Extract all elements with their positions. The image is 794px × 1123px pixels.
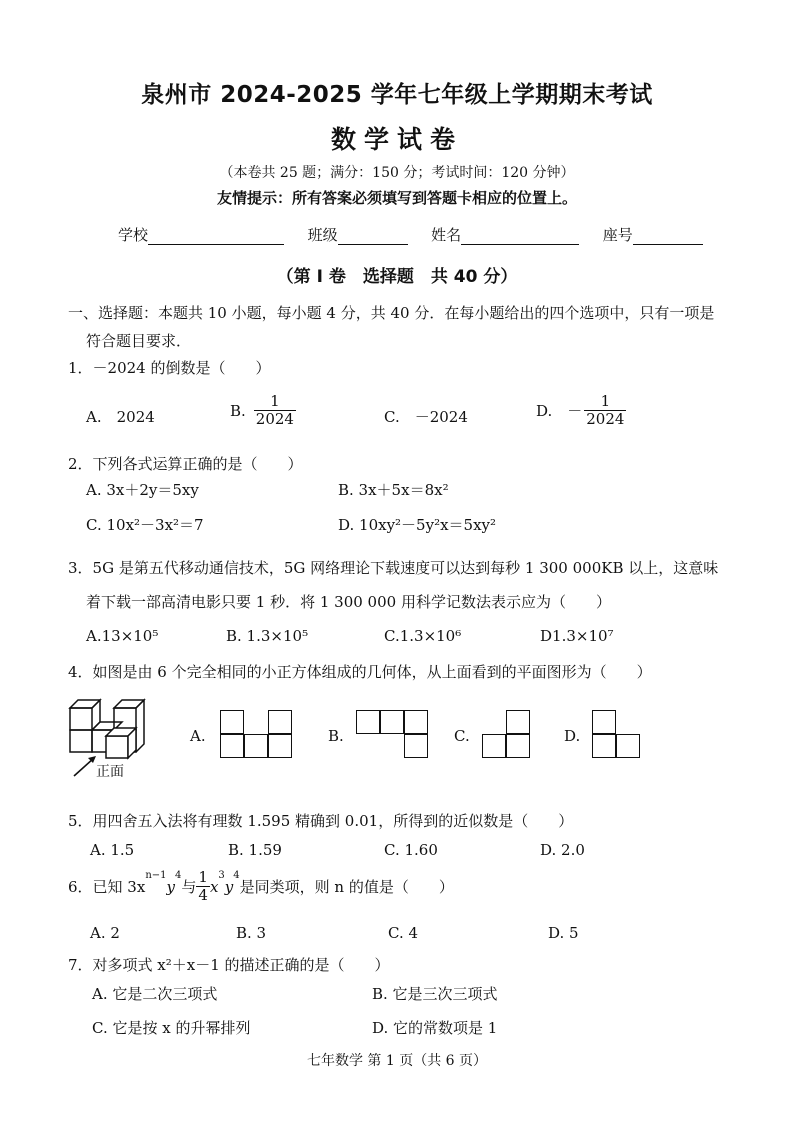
- q5-option-d: D. 2.0: [540, 841, 585, 859]
- q4-b-cell: [404, 734, 428, 758]
- school-blank[interactable]: [148, 230, 284, 245]
- q5-option-c: C. 1.60: [384, 841, 438, 859]
- q6-stem-post: 是同类项，则 n 的值是（ ）: [239, 878, 454, 897]
- q4-front-label: 正面: [96, 764, 124, 780]
- q4-a-cell: [220, 710, 244, 734]
- q6-exp2: 4: [175, 870, 182, 881]
- q2-option-c: C. 10x²－3x²＝7: [86, 516, 204, 534]
- q4-b-cell: [380, 710, 404, 734]
- q7-option-c: C. 它是按 x 的升幂排列: [92, 1019, 251, 1037]
- q6-and: 与: [181, 878, 197, 897]
- q4-option-d-label: D.: [564, 727, 581, 745]
- q4-d-cell: [616, 734, 640, 758]
- section-title: （第 I 卷 选择题 共 40 分）: [276, 267, 518, 287]
- q4-d-cell: [592, 710, 616, 734]
- info-fields-row: [118, 224, 703, 245]
- q5-option-b: B. 1.59: [228, 841, 282, 859]
- exam-title: 泉州市 2024-2025 学年七年级上学期期末考试: [141, 82, 653, 108]
- seat-label: 座号: [602, 226, 633, 244]
- q1-d-den: 2024: [586, 409, 625, 428]
- q4-c-cell: [506, 710, 530, 734]
- q4-c-cell: [506, 734, 530, 758]
- q4-b-cell: [356, 710, 380, 734]
- class-blank[interactable]: [338, 230, 408, 245]
- q7-stem: 7．对多项式 x²＋x－1 的描述正确的是（ ）: [68, 956, 390, 974]
- q7-option-a: A. 它是二次三项式: [92, 985, 218, 1003]
- q6-option-c: C. 4: [388, 924, 419, 942]
- q4-option-c-label: C.: [454, 727, 470, 745]
- q3-option-d: D1.3×10⁷: [540, 627, 614, 645]
- name-label: 姓名: [431, 226, 462, 244]
- exam-subtitle: 数学试卷: [330, 125, 463, 154]
- q2-option-a: A. 3x＋2y＝5xy: [86, 481, 199, 499]
- exam-info: （本卷共 25 题；满分：150 分；考试时间：120 分钟）: [219, 165, 575, 181]
- q2-option-d: D. 10xy²－5y²x＝5xy²: [338, 516, 497, 534]
- q4-c-cell: [482, 734, 506, 758]
- q6-option-a: A. 2: [90, 924, 120, 942]
- q1-option-c: C. －2024: [384, 408, 468, 426]
- q6-y2: y: [224, 877, 234, 896]
- q1-stem: 1．－2024 的倒数是（ ）: [68, 359, 271, 377]
- q6-exp3: 3: [218, 870, 225, 881]
- q6-fraction: [196, 870, 210, 904]
- q4-a-cell: [220, 734, 244, 758]
- q3-option-c: C.1.3×10⁶: [384, 627, 462, 645]
- q6-option-b: B. 3: [236, 924, 267, 942]
- q6-y1: y: [166, 877, 175, 896]
- q4-option-a-label: A.: [190, 727, 206, 745]
- exam-tip: 友情提示：所有答案必须填写到答题卡相应的位置上。: [216, 189, 577, 207]
- q4-a-cell: [268, 710, 292, 734]
- q5-stem: 5．用四舍五入法将有理数 1.595 精确到 0.01，所得到的近似数是（ ）: [68, 812, 574, 830]
- q6-stem-pre: 6．已知 3x: [68, 878, 146, 897]
- q4-a-cell: [268, 734, 292, 758]
- school-label: 学校: [118, 226, 149, 244]
- page-footer: 七年数学 第 1 页（共 6 页）: [306, 1053, 488, 1069]
- q1-d-num: 1: [600, 392, 611, 410]
- name-blank[interactable]: [461, 230, 579, 245]
- q3-line1: 3．5G 是第五代移动通信技术，5G 网络理论下载速度可以达到每秒 1 300 000KB 以上，这意味: [68, 559, 719, 577]
- q3-line2: 着下载一部高清电影只要 1 秒．将 1 300 000 用科学记数法表示应为（ ）: [86, 593, 611, 611]
- q1-b-num: 1: [270, 392, 280, 410]
- seat-blank[interactable]: [633, 230, 703, 245]
- q3-option-b: B. 1.3×10⁵: [226, 627, 309, 645]
- q2-option-b: B. 3x＋5x＝8x²: [338, 481, 449, 499]
- q1-option-a: A. 2024: [86, 408, 155, 426]
- q1-d-label: D. －: [536, 402, 583, 421]
- q4-option-b-label: B.: [328, 727, 344, 745]
- q7-option-d: D. 它的常数项是 1: [372, 1019, 498, 1037]
- q6-exp1: n−1: [145, 870, 167, 881]
- q1-d-fraction: [584, 394, 626, 428]
- q1-b-label: B.: [230, 401, 246, 420]
- q6-frac-den: 4: [198, 885, 208, 904]
- q6-stem: [68, 870, 454, 904]
- q1-option-b: [230, 394, 296, 428]
- q4-b-cell: [404, 710, 428, 734]
- q6-exp4: 4: [233, 870, 240, 881]
- q6-option-d: D. 5: [548, 924, 579, 942]
- q3-option-a: A.13×10⁵: [86, 627, 159, 645]
- q6-frac-num: 1: [198, 868, 208, 886]
- q4-a-cell: [244, 734, 268, 758]
- section-intro-2: 符合题目要求．: [86, 332, 192, 350]
- q4-d-cell: [592, 734, 616, 758]
- section-intro-1: 一、选择题：本题共 10 小题，每小题 4 分，共 40 分．在每小题给出的四个选项中，只有一项是: [68, 304, 715, 322]
- q7-option-b: B. 它是三次三项式: [372, 985, 498, 1003]
- q1-b-den: 2024: [255, 409, 294, 428]
- q4-stem: 4．如图是由 6 个完全相同的小正方体组成的几何体，从上面看到的平面图形为（ ）: [68, 663, 652, 681]
- q5-option-a: A. 1.5: [90, 841, 135, 859]
- q1-b-fraction: [254, 394, 296, 428]
- q1-option-d: [536, 394, 626, 428]
- q2-stem: 2．下列各式运算正确的是（ ）: [68, 455, 303, 473]
- q6-x: x: [209, 877, 219, 896]
- class-label: 班级: [307, 226, 338, 244]
